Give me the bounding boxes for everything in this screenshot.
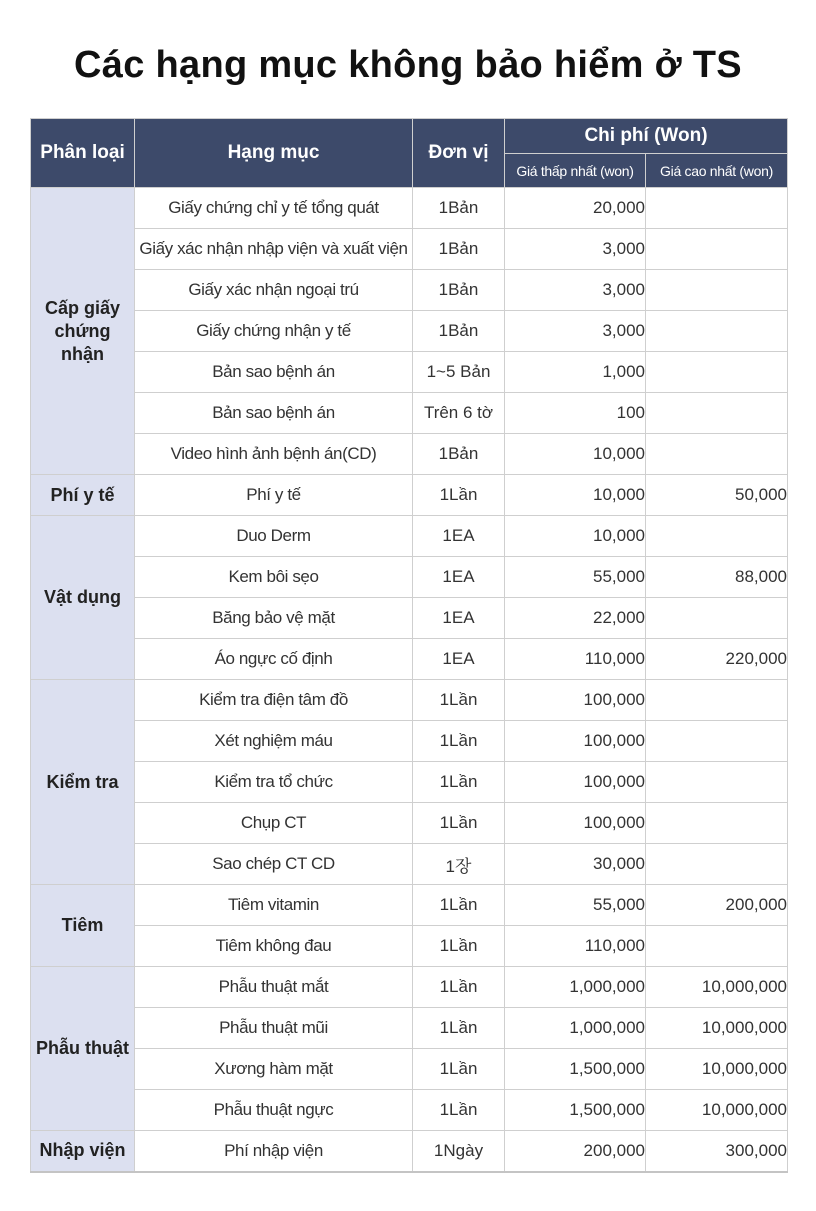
max-price-cell bbox=[646, 721, 788, 762]
table-row bbox=[31, 844, 788, 885]
unit-cell: 1Lần bbox=[413, 475, 505, 516]
table-row bbox=[31, 229, 788, 270]
unit-cell: 1Bản bbox=[413, 188, 505, 229]
item-cell: Chụp CT bbox=[135, 803, 413, 844]
unit-cell: 1Bản bbox=[413, 229, 505, 270]
table-row bbox=[31, 1090, 788, 1131]
item-cell: Xét nghiệm máu bbox=[135, 721, 413, 762]
min-price-cell: 100,000 bbox=[505, 680, 646, 721]
table-row bbox=[31, 188, 788, 229]
min-price-cell: 22,000 bbox=[505, 598, 646, 639]
item-cell: Tiêm không đau bbox=[135, 926, 413, 967]
unit-cell: 1EA bbox=[413, 598, 505, 639]
min-price-cell: 200,000 bbox=[505, 1131, 646, 1172]
unit-cell: 1Lần bbox=[413, 967, 505, 1008]
unit-cell: 1~5 Bản bbox=[413, 352, 505, 393]
table-row bbox=[31, 1008, 788, 1049]
item-cell: Tiêm vitamin bbox=[135, 885, 413, 926]
max-price-cell bbox=[646, 188, 788, 229]
unit-cell: 1Lần bbox=[413, 1090, 505, 1131]
table-row bbox=[31, 393, 788, 434]
max-price-cell bbox=[646, 434, 788, 475]
table-row bbox=[31, 352, 788, 393]
min-price-cell: 1,000 bbox=[505, 352, 646, 393]
table-row bbox=[31, 311, 788, 352]
max-price-cell bbox=[646, 516, 788, 557]
unit-cell: 1Lần bbox=[413, 885, 505, 926]
min-price-cell: 100,000 bbox=[505, 803, 646, 844]
unit-cell: 1Lần bbox=[413, 803, 505, 844]
min-price-cell: 100 bbox=[505, 393, 646, 434]
min-price-cell: 10,000 bbox=[505, 434, 646, 475]
max-price-cell bbox=[646, 393, 788, 434]
max-price-cell: 50,000 bbox=[646, 475, 788, 516]
header-category: Phân loại bbox=[31, 119, 135, 188]
item-cell: Sao chép CT CD bbox=[135, 844, 413, 885]
min-price-cell: 55,000 bbox=[505, 885, 646, 926]
unit-cell: 1Ngày bbox=[413, 1131, 505, 1172]
table-row bbox=[31, 926, 788, 967]
item-cell: Bản sao bệnh án bbox=[135, 352, 413, 393]
min-price-cell: 10,000 bbox=[505, 475, 646, 516]
item-cell: Giấy xác nhận ngoại trú bbox=[135, 270, 413, 311]
item-cell: Giấy chứng nhận y tế bbox=[135, 311, 413, 352]
table-body bbox=[31, 188, 788, 1172]
table-row bbox=[31, 680, 788, 721]
table-row bbox=[31, 1131, 788, 1172]
unit-cell: 1Lần bbox=[413, 926, 505, 967]
max-price-cell: 10,000,000 bbox=[646, 1008, 788, 1049]
max-price-cell: 10,000,000 bbox=[646, 1090, 788, 1131]
max-price-cell: 10,000,000 bbox=[646, 1049, 788, 1090]
min-price-cell: 3,000 bbox=[505, 311, 646, 352]
min-price-cell: 100,000 bbox=[505, 721, 646, 762]
item-cell: Video hình ảnh bệnh án(CD) bbox=[135, 434, 413, 475]
max-price-cell bbox=[646, 311, 788, 352]
category-cell: Tiêm bbox=[31, 885, 135, 967]
unit-cell: 1Lần bbox=[413, 762, 505, 803]
min-price-cell: 55,000 bbox=[505, 557, 646, 598]
item-cell: Kiểm tra tổ chức bbox=[135, 762, 413, 803]
max-price-cell: 300,000 bbox=[646, 1131, 788, 1172]
unit-cell: Trên 6 tờ bbox=[413, 393, 505, 434]
unit-cell: 1Lần bbox=[413, 680, 505, 721]
max-price-cell bbox=[646, 680, 788, 721]
unit-cell: 1Lần bbox=[413, 1008, 505, 1049]
header-max-price: Giá cao nhất (won) bbox=[646, 154, 788, 188]
min-price-cell: 100,000 bbox=[505, 762, 646, 803]
table-row bbox=[31, 762, 788, 803]
max-price-cell: 220,000 bbox=[646, 639, 788, 680]
unit-cell: 1EA bbox=[413, 516, 505, 557]
min-price-cell: 1,000,000 bbox=[505, 1008, 646, 1049]
max-price-cell bbox=[646, 762, 788, 803]
header-unit: Đơn vị bbox=[413, 119, 505, 188]
max-price-cell bbox=[646, 803, 788, 844]
table-row bbox=[31, 803, 788, 844]
unit-cell: 1EA bbox=[413, 557, 505, 598]
header-cost: Chi phí (Won) bbox=[505, 119, 788, 154]
unit-cell: 1EA bbox=[413, 639, 505, 680]
table-row bbox=[31, 516, 788, 557]
min-price-cell: 1,500,000 bbox=[505, 1049, 646, 1090]
unit-cell: 1장 bbox=[413, 844, 505, 885]
table-row bbox=[31, 557, 788, 598]
item-cell: Phí nhập viện bbox=[135, 1131, 413, 1172]
unit-cell: 1Bản bbox=[413, 311, 505, 352]
max-price-cell bbox=[646, 229, 788, 270]
min-price-cell: 30,000 bbox=[505, 844, 646, 885]
item-cell: Kiểm tra điện tâm đồ bbox=[135, 680, 413, 721]
category-cell: Kiểm tra bbox=[31, 680, 135, 885]
max-price-cell bbox=[646, 844, 788, 885]
max-price-cell bbox=[646, 270, 788, 311]
category-cell: Phẫu thuật bbox=[31, 967, 135, 1131]
min-price-cell: 110,000 bbox=[505, 926, 646, 967]
max-price-cell bbox=[646, 926, 788, 967]
item-cell: Giấy chứng chỉ y tế tổng quát bbox=[135, 188, 413, 229]
min-price-cell: 110,000 bbox=[505, 639, 646, 680]
category-cell: Phí y tế bbox=[31, 475, 135, 516]
max-price-cell bbox=[646, 598, 788, 639]
min-price-cell: 10,000 bbox=[505, 516, 646, 557]
max-price-cell: 10,000,000 bbox=[646, 967, 788, 1008]
unit-cell: 1Lần bbox=[413, 721, 505, 762]
min-price-cell: 1,500,000 bbox=[505, 1090, 646, 1131]
header-item: Hạng mục bbox=[135, 119, 413, 188]
item-cell: Phẫu thuật ngực bbox=[135, 1090, 413, 1131]
category-cell: Cấp giấy chứng nhận bbox=[31, 188, 135, 475]
min-price-cell: 20,000 bbox=[505, 188, 646, 229]
category-cell: Nhập viện bbox=[31, 1131, 135, 1172]
item-cell: Kem bôi sẹo bbox=[135, 557, 413, 598]
table-row bbox=[31, 1049, 788, 1090]
item-cell: Áo ngực cố định bbox=[135, 639, 413, 680]
max-price-cell bbox=[646, 352, 788, 393]
max-price-cell: 200,000 bbox=[646, 885, 788, 926]
page-title: Các hạng mục không bảo hiểm ở TS bbox=[74, 44, 742, 86]
table-row bbox=[31, 967, 788, 1008]
item-cell: Giấy xác nhận nhập viện và xuất viện bbox=[135, 229, 413, 270]
item-cell: Duo Derm bbox=[135, 516, 413, 557]
table-row bbox=[31, 475, 788, 516]
table-header bbox=[31, 119, 788, 188]
item-cell: Phẫu thuật mũi bbox=[135, 1008, 413, 1049]
price-table bbox=[30, 118, 788, 1173]
min-price-cell: 3,000 bbox=[505, 270, 646, 311]
table-row bbox=[31, 721, 788, 762]
table-row bbox=[31, 639, 788, 680]
item-cell: Bản sao bệnh án bbox=[135, 393, 413, 434]
item-cell: Phí y tế bbox=[135, 475, 413, 516]
unit-cell: 1Bản bbox=[413, 270, 505, 311]
item-cell: Băng bảo vệ mặt bbox=[135, 598, 413, 639]
max-price-cell: 88,000 bbox=[646, 557, 788, 598]
table-row bbox=[31, 598, 788, 639]
min-price-cell: 1,000,000 bbox=[505, 967, 646, 1008]
unit-cell: 1Lần bbox=[413, 1049, 505, 1090]
item-cell: Phẫu thuật mắt bbox=[135, 967, 413, 1008]
table-row bbox=[31, 885, 788, 926]
min-price-cell: 3,000 bbox=[505, 229, 646, 270]
unit-cell: 1Bản bbox=[413, 434, 505, 475]
header-min-price: Giá thấp nhất (won) bbox=[505, 154, 646, 188]
table-row bbox=[31, 270, 788, 311]
table-row bbox=[31, 434, 788, 475]
item-cell: Xương hàm mặt bbox=[135, 1049, 413, 1090]
category-cell: Vật dụng bbox=[31, 516, 135, 680]
